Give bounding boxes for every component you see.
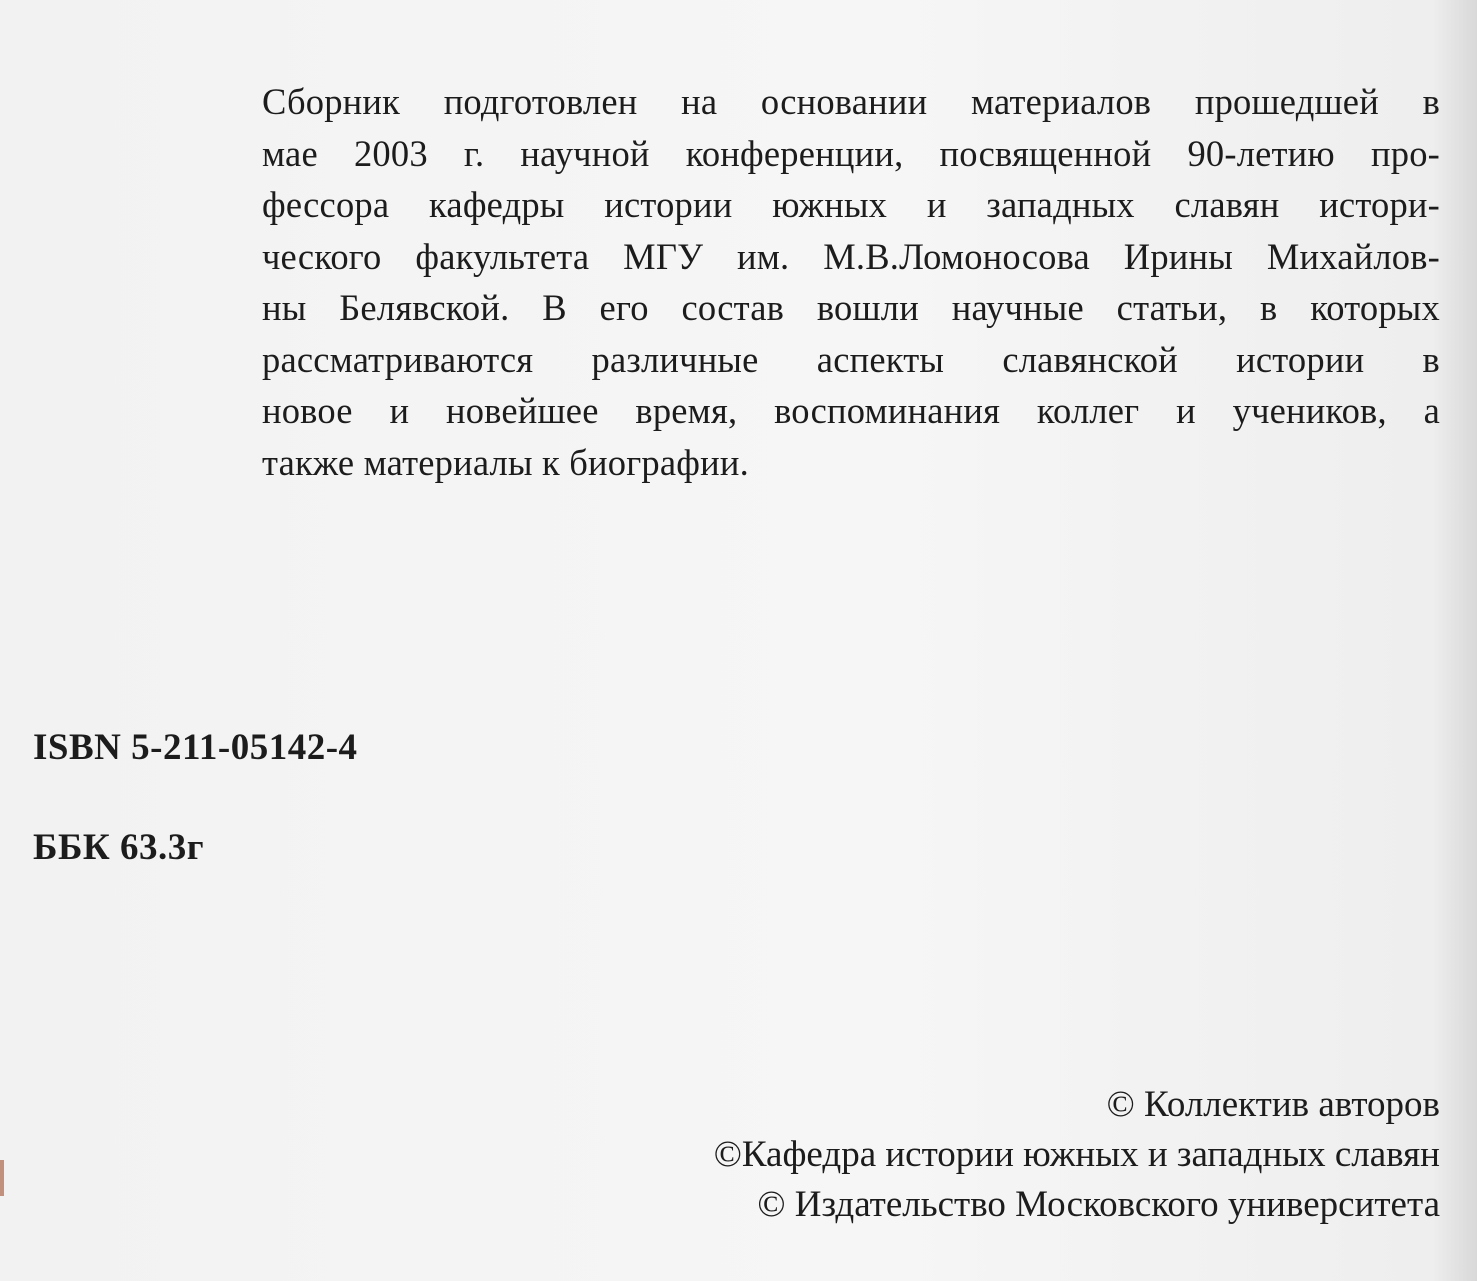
copyright-line: ©Кафедра истории южных и западных славян — [713, 1134, 1440, 1175]
abstract-line: новое и новейшее время, воспоминания коллег и учеников, а — [262, 390, 1440, 431]
abstract-paragraph — [262, 76, 1440, 483]
copyright-block — [714, 1080, 1440, 1230]
abstract-line: рассматриваются различные аспекты славянской истории в — [262, 338, 1440, 380]
page-edge-mark — [0, 1160, 4, 1196]
abstract-line: также материалы к биографии. — [262, 441, 749, 483]
abstract-line: Сборник подготовлен на основании материалов прошедшей в — [262, 81, 1440, 122]
abstract-line: ны Белявской. В его состав вошли научные статьи, в которых — [262, 287, 1440, 328]
bbk-classification: ББК 63.3г — [33, 827, 205, 868]
copyright-line: © Коллектив авторов — [1106, 1084, 1440, 1125]
copyright-line: © Издательство Московского университета — [757, 1184, 1440, 1225]
abstract-line: мае 2003 г. научной конференции, посвященной 90-летию про- — [262, 132, 1440, 174]
abstract-line: ческого факультета МГУ им. М.В.Ломоносова Ирины Михайлов- — [262, 235, 1440, 277]
isbn-number: ISBN 5-211-05142-4 — [33, 727, 358, 768]
abstract-line: фессора кафедры истории южных и западных славян истори- — [262, 184, 1440, 225]
